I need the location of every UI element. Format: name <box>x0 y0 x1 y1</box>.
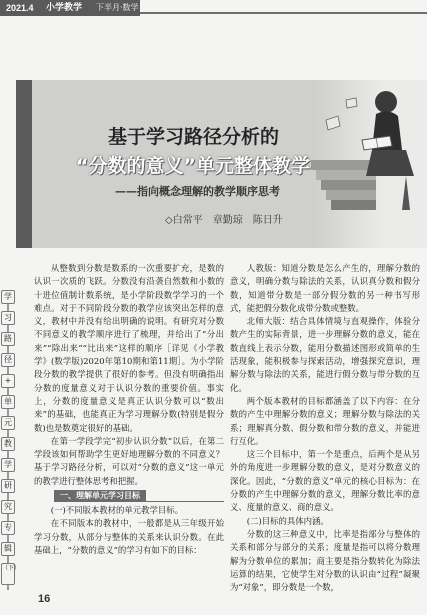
magazine-section: 下半月·数学 <box>96 3 139 12</box>
side-label-char: 专 <box>1 521 15 535</box>
body-paragraph: 人教版：知道分数是怎么产生的，理解分数的意义，明确分数与除法的关系，认识真分数和假分数，知道带分数是一部分假分数的另一种书写形式，能把假分数化成带分数或整数。 <box>230 263 420 313</box>
side-label-char: + <box>1 374 15 388</box>
side-label-char: 习 <box>1 311 15 325</box>
side-label-char: 研 <box>1 479 15 493</box>
side-label-char: 路 <box>1 332 15 346</box>
side-label-char: 元 <box>1 416 15 430</box>
side-column-label <box>0 290 21 590</box>
side-label-char: 辑 <box>1 542 15 556</box>
body-paragraph: 在不同版本的教材中，一般都是从三年级开始学习分数，从部分与整体的关系来认识分数。在此基础上，“分数的意义”的学习有如下的目标： <box>34 518 224 555</box>
side-label-char: 单 <box>1 395 15 409</box>
body-paragraph: 在第一学段学完“初步认识分数”以后，在第二学段该如何帮助学生更好地理解分数的不同意义？基于学习路径分析，可以对“分数的意义”这一单元的教学进行整体思考和把握。 <box>34 435 224 486</box>
side-label-char: （下） <box>1 563 15 585</box>
side-label-char: 学 <box>1 458 15 472</box>
article-authors: ◇白常平 章勤琼 陈日升 <box>165 215 283 226</box>
page-number: 16 <box>38 593 51 605</box>
side-label-char: 径 <box>1 353 15 367</box>
magazine-name: 小学教学 <box>46 3 83 13</box>
body-paragraph: 两个版本教材的目标都涵盖了以下内容：在分数的产生中理解分数的意义；理解分数与除法的关系；理解真分数、假分数和带分数的意义，并能进行互化。 <box>230 395 420 446</box>
section-heading <box>34 490 224 503</box>
issue-number: 2021.4 <box>6 3 34 13</box>
body-paragraph: 分数的这三种意义中，比率是指部分与整体的关系和部分与部分的关系；度量是指可以将分数理解为分数单位的累加；商主要是指分数转化为除法运算的结果，它使学生对分数的认识由“过程”凝聚为“对象”，即分数是一个数， <box>230 528 420 593</box>
section-heading-label: 一、理解单元学习目标 <box>54 490 146 502</box>
body-paragraph: 从整数到分数是数系的一次重要扩充，是数的认识一次质的飞跃。分数没有沿袭自然数和小数的十进位值制计数系统，是小学阶段数学学习的一个难点。对于不同阶段分数的教学应该突出怎样的意义，教材中并没有给出明确的说明。有研究对分数不同意义的教学顺序进行了梳理，并给出了“分出来”“除出来”“比出来”这样的顺序［详见《小学教学》(数学版)2020年第10期和第11期］。为小学阶段分数的教学提供了很好的参考。但没有明确指出分数的度量意义对于认识分数的重要价值。事实上，分数的度量意义是真正认识分数可以“数出来”的基础，也能真正为学习理解分数(特别是假分数)也是数奠定很好的基础。 <box>34 263 224 433</box>
running-header <box>0 0 427 16</box>
side-label-char: 究 <box>1 500 15 514</box>
side-label-char: 学 <box>1 290 15 304</box>
article-title-line2: “分数的意义”单元整体教学 <box>76 155 310 177</box>
article-subtitle: ——指向概念理解的教学顺序思考 <box>115 185 280 198</box>
subsection-heading: (二)目标的具体内涵。 <box>246 515 329 526</box>
body-paragraph: 这三个目标中，第一个是重点，后两个是从另外的角度进一步理解分数的意义，是对分数意义的深化。因此，“分数的意义”单元的核心目标为：在分数的产生中理解分数的意义，理解分数比率的意义、度量的意义、商的意义。 <box>230 449 420 513</box>
right-text-column <box>230 262 420 594</box>
left-text-column <box>34 262 224 557</box>
article-title-line1: 基于学习路径分析的 <box>108 126 280 148</box>
subsection-heading: (一)不同版本教材的单元教学目标。 <box>50 505 183 516</box>
body-paragraph: 北师大版：结合具体情境与直观操作，体验分数产生的实际背景，进一步理解分数的意义，能在数直线上表示分数，能用分数描述图形或简单的生活现象，能积极参与探索活动，增强探究意识，理解分数与除法的关系，能进行假分数与带分数的互化。 <box>230 316 420 393</box>
banner-edge <box>16 80 32 248</box>
side-label-char: 教 <box>1 437 15 451</box>
reading-girl-illustration <box>306 80 426 248</box>
header-rule <box>140 12 427 14</box>
